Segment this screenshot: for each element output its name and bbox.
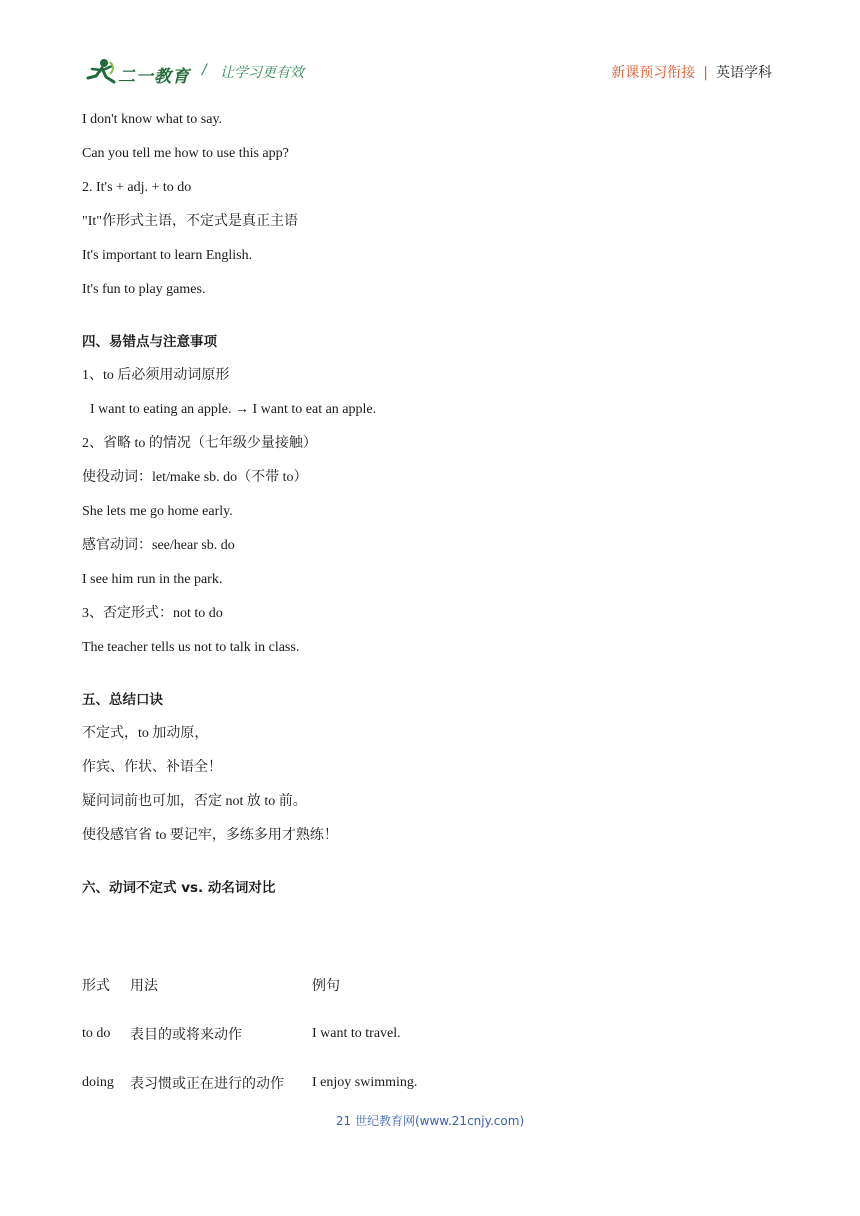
body-line: 不定式，to 加动原，	[82, 726, 209, 741]
body-line: I don't know what to say.	[82, 112, 223, 127]
table-cell: I enjoy swimming.	[312, 1074, 418, 1090]
body-line: 作宾、作状、补语全！	[82, 760, 222, 775]
body-line: The teacher tells us not to talk in class.	[82, 640, 300, 655]
table-header-cell: 形式	[82, 978, 110, 994]
section-heading-4: 四、易错点与注意事项	[82, 334, 217, 350]
header-slash: /	[202, 62, 207, 78]
body-line: 感官动词：see/hear sb. do	[82, 538, 235, 553]
body-line: I want to eating an apple. → I want to eat an apple.	[90, 402, 377, 417]
table-header-cell: 例句	[312, 978, 340, 994]
body-line: I see him run in the park.	[82, 572, 223, 587]
table-cell: 表目的或将来动作	[130, 1027, 242, 1043]
body-line: 1、to 后必须用动词原形	[82, 368, 230, 383]
table-row	[82, 1009, 417, 1058]
header-slogan: 让学习更有效	[220, 65, 304, 81]
document-body	[82, 110, 782, 912]
header-subject: 英语学科	[716, 65, 772, 81]
page-footer: 21 世纪教育网(www.21cnjy.com)	[335, 1114, 525, 1128]
table-cell: doing	[82, 1074, 114, 1090]
body-line: 疑问词前也可加，否定 not 放 to 前。	[82, 794, 307, 809]
body-line: 2、省略 to 的情况（七年级少量接触）	[82, 436, 317, 451]
section-heading-5: 五、总结口诀	[82, 692, 163, 708]
table-header-row	[82, 960, 417, 1009]
header-right	[611, 62, 772, 82]
body-line: Can you tell me how to use this app?	[82, 146, 289, 161]
section-heading-6: 六、动词不定式 vs. 动名词对比	[82, 880, 276, 896]
body-line: It's fun to play games.	[82, 282, 206, 297]
body-line: 3、否定形式：not to do	[82, 606, 223, 621]
body-line: 2. It's + adj. + to do	[82, 180, 192, 195]
body-line: 使役感官省 to 要记牢，多练多用才熟练！	[82, 828, 338, 843]
page-header	[0, 0, 860, 100]
body-line: She lets me go home early.	[82, 504, 233, 519]
table-row	[82, 1058, 417, 1107]
table-cell: to do	[82, 1025, 111, 1041]
header-separator: |	[703, 65, 708, 81]
body-line: "It"作形式主语，不定式是真正主语	[82, 214, 298, 229]
header-course: 新课预习衔接	[611, 65, 696, 81]
body-line: It's important to learn English.	[82, 248, 253, 263]
comparison-table	[82, 960, 417, 1107]
table-header-cell: 用法	[130, 978, 158, 994]
body-line: 使役动词：let/make sb. do（不带 to）	[82, 470, 308, 485]
logo-text: 二一教育	[118, 67, 190, 87]
table-cell: 表习惯或正在进行的动作	[130, 1076, 284, 1092]
table-cell: I want to travel.	[312, 1025, 401, 1041]
